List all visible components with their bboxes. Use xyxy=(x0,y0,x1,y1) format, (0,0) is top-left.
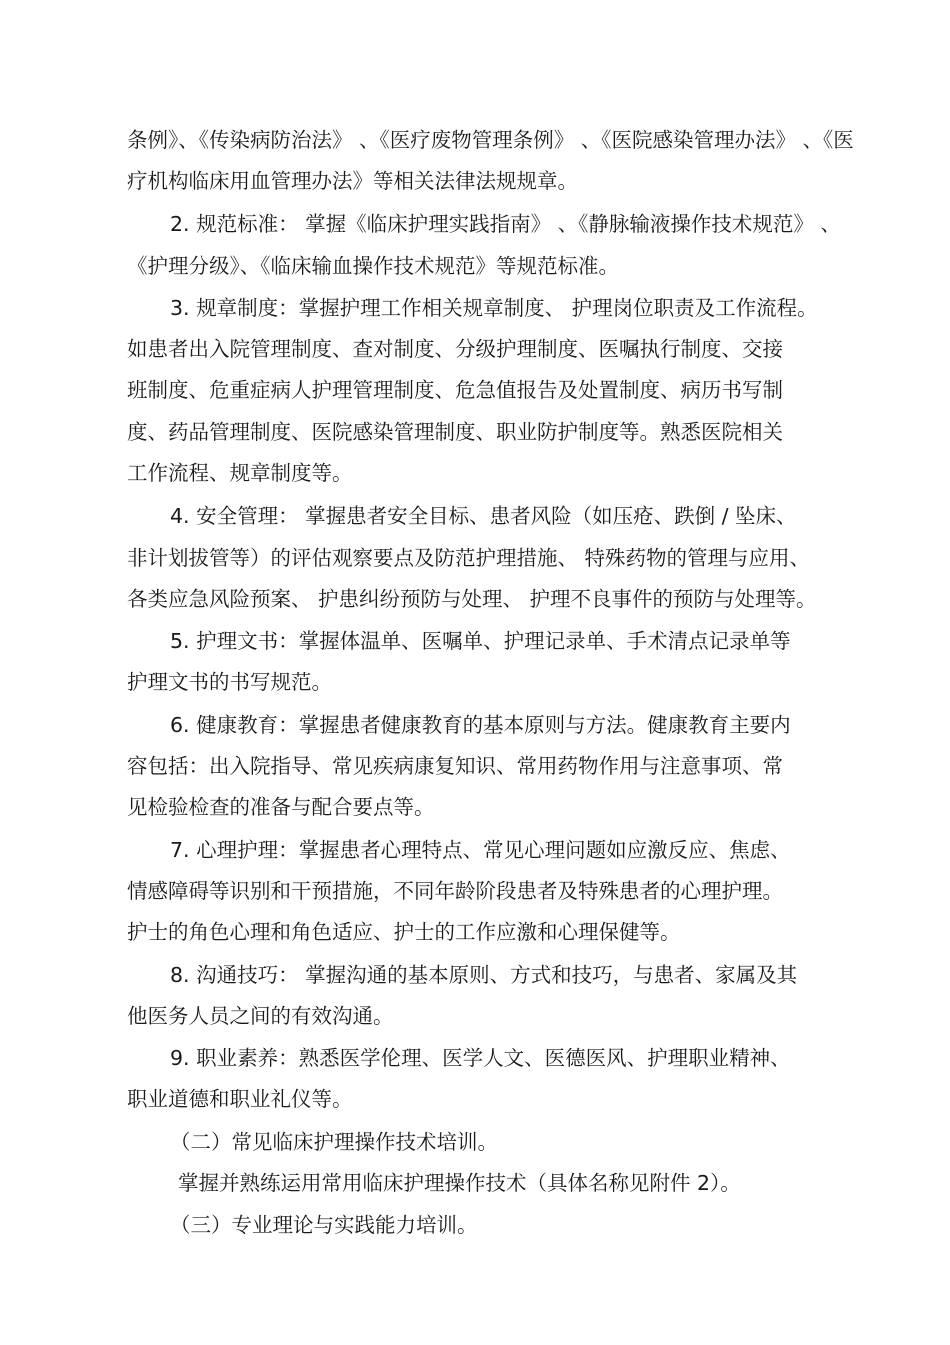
text-line: 7. 心理护理：掌握患者心理特点、常见心理问题如应激反应、焦虑、 xyxy=(170,838,791,862)
text-line: 条例》、《传染病防治法》 、《医疗废物管理条例》 、《医院感染管理办法》 、《医 xyxy=(127,128,854,152)
text-line: 5. 护理文书：掌握体温单、医嘱单、护理记录单、手术清点记录单等 xyxy=(170,629,791,653)
text-line: 8. 沟通技巧： 掌握沟通的基本原则、方式和技巧，与患者、家属及其 xyxy=(170,963,798,987)
text-line: 护理文书的书写规范。 xyxy=(127,670,332,694)
section-heading: （二）常见临床护理操作技术培训。 xyxy=(170,1130,498,1154)
text-line: 4. 安全管理： 掌握患者安全目标、患者风险（如压疮、跌倒 / 坠床、 xyxy=(170,504,797,528)
text-line: 《护理分级》、《临床输血操作技术规范》等规范标准。 xyxy=(127,254,619,278)
text-line: 2. 规范标准： 掌握《临床护理实践指南》 、《静脉输液操作技术规范》 、 xyxy=(170,212,841,236)
text-line: 工作流程、规章制度等。 xyxy=(127,461,353,485)
text-line: 他医务人员之间的有效沟通。 xyxy=(127,1004,394,1028)
text-line: 职业道德和职业礼仪等。 xyxy=(127,1087,353,1111)
text-line: 度、药品管理制度、医院感染管理制度、职业防护制度等。熟悉医院相关 xyxy=(127,420,783,444)
text-line: 见检验检查的准备与配合要点等。 xyxy=(127,795,435,819)
text-line: 9. 职业素养：熟悉医学伦理、医学人文、医德医风、护理职业精神、 xyxy=(170,1046,791,1070)
text-line: 如患者出入院管理制度、查对制度、分级护理制度、医嘱执行制度、交接 xyxy=(127,337,783,361)
text-line: 疗机构临床用血管理办法》等相关法律法规规章。 xyxy=(127,169,578,193)
text-line: 情感障碍等识别和干预措施，不同年龄阶段患者及特殊患者的心理护理。 xyxy=(127,879,783,903)
text-line: 6. 健康教育：掌握患者健康教育的基本原则与方法。健康教育主要内 xyxy=(170,713,791,737)
text-line: 掌握并熟练运用常用临床护理操作技术（具体名称见附件 2）。 xyxy=(178,1171,741,1195)
section-heading: （三）专业理论与实践能力培训。 xyxy=(170,1213,478,1237)
text-line: 护士的角色心理和角色适应、护士的工作应激和心理保健等。 xyxy=(127,920,681,944)
text-line: 非计划拔管等）的评估观察要点及防范护理措施、 特殊药物的管理与应用、 xyxy=(127,546,811,570)
text-line: 3. 规章制度：掌握护理工作相关规章制度、 护理岗位职责及工作流程。 xyxy=(170,296,818,320)
text-line: 班制度、危重症病人护理管理制度、危急值报告及处置制度、病历书写制 xyxy=(127,378,783,402)
text-line: 各类应急风险预案、 护患纠纷预防与处理、 护理不良事件的预防与处理等。 xyxy=(127,587,817,611)
text-line: 容包括：出入院指导、常见疾病康复知识、常用药物作用与注意事项、常 xyxy=(127,754,783,778)
